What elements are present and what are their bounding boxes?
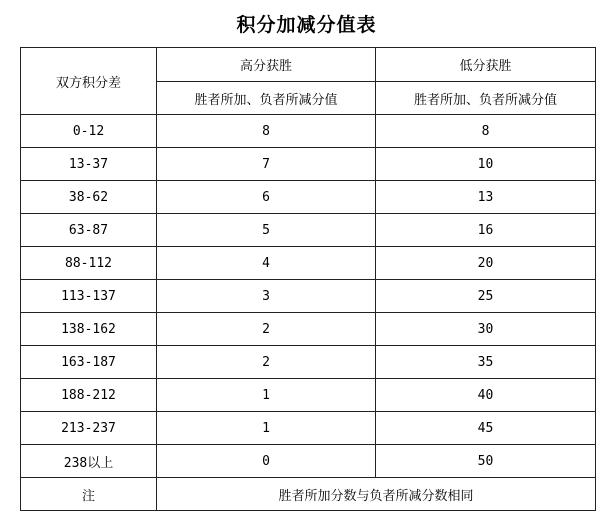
low-win-value-cell: 25 [376, 280, 596, 313]
table-row [21, 280, 596, 313]
score-range-cell: 213-237 [21, 412, 157, 445]
score-range-cell: 63-87 [21, 214, 157, 247]
header-row-groups [21, 48, 596, 82]
table-row [21, 247, 596, 280]
low-win-value-cell: 16 [376, 214, 596, 247]
score-range-cell: 163-187 [21, 346, 157, 379]
low-win-value-cell: 13 [376, 181, 596, 214]
column-subheader-high-win: 胜者所加、负者所减分值 [157, 82, 376, 115]
page-title: 积分加减分值表 [236, 14, 377, 36]
score-range-cell: 13-37 [21, 148, 157, 181]
score-range-cell: 188-212 [21, 379, 157, 412]
note-text: 胜者所加分数与负者所减分数相同 [157, 478, 596, 511]
note-row [21, 478, 596, 511]
high-win-value-cell: 5 [157, 214, 376, 247]
score-range-cell: 113-137 [21, 280, 157, 313]
high-win-value-cell: 6 [157, 181, 376, 214]
table-row [21, 379, 596, 412]
column-subheader-low-win: 胜者所加、负者所减分值 [376, 82, 596, 115]
score-range-cell: 38-62 [21, 181, 157, 214]
note-label: 注 [21, 478, 157, 511]
score-range-cell: 88-112 [21, 247, 157, 280]
low-win-value-cell: 35 [376, 346, 596, 379]
low-win-value-cell: 10 [376, 148, 596, 181]
high-win-value-cell: 2 [157, 313, 376, 346]
high-win-value-cell: 1 [157, 412, 376, 445]
column-header-high-win: 高分获胜 [157, 48, 376, 82]
high-win-value-cell: 1 [157, 379, 376, 412]
high-win-value-cell: 7 [157, 148, 376, 181]
low-win-value-cell: 20 [376, 247, 596, 280]
table-row [21, 445, 596, 478]
low-win-value-cell: 8 [376, 115, 596, 148]
table-row [21, 115, 596, 148]
table-row [21, 148, 596, 181]
table-row [21, 214, 596, 247]
low-win-value-cell: 30 [376, 313, 596, 346]
high-win-value-cell: 4 [157, 247, 376, 280]
table-row [21, 412, 596, 445]
score-range-cell: 0-12 [21, 115, 157, 148]
row-header-score-diff: 双方积分差 [21, 48, 157, 115]
low-win-value-cell: 40 [376, 379, 596, 412]
score-range-cell: 138-162 [21, 313, 157, 346]
score-range-cell: 238以上 [21, 445, 157, 478]
high-win-value-cell: 2 [157, 346, 376, 379]
column-header-low-win: 低分获胜 [376, 48, 596, 82]
high-win-value-cell: 8 [157, 115, 376, 148]
table-row [21, 181, 596, 214]
high-win-value-cell: 3 [157, 280, 376, 313]
table-row [21, 313, 596, 346]
low-win-value-cell: 50 [376, 445, 596, 478]
score-table [20, 47, 596, 511]
table-row [21, 346, 596, 379]
low-win-value-cell: 45 [376, 412, 596, 445]
high-win-value-cell: 0 [157, 445, 376, 478]
